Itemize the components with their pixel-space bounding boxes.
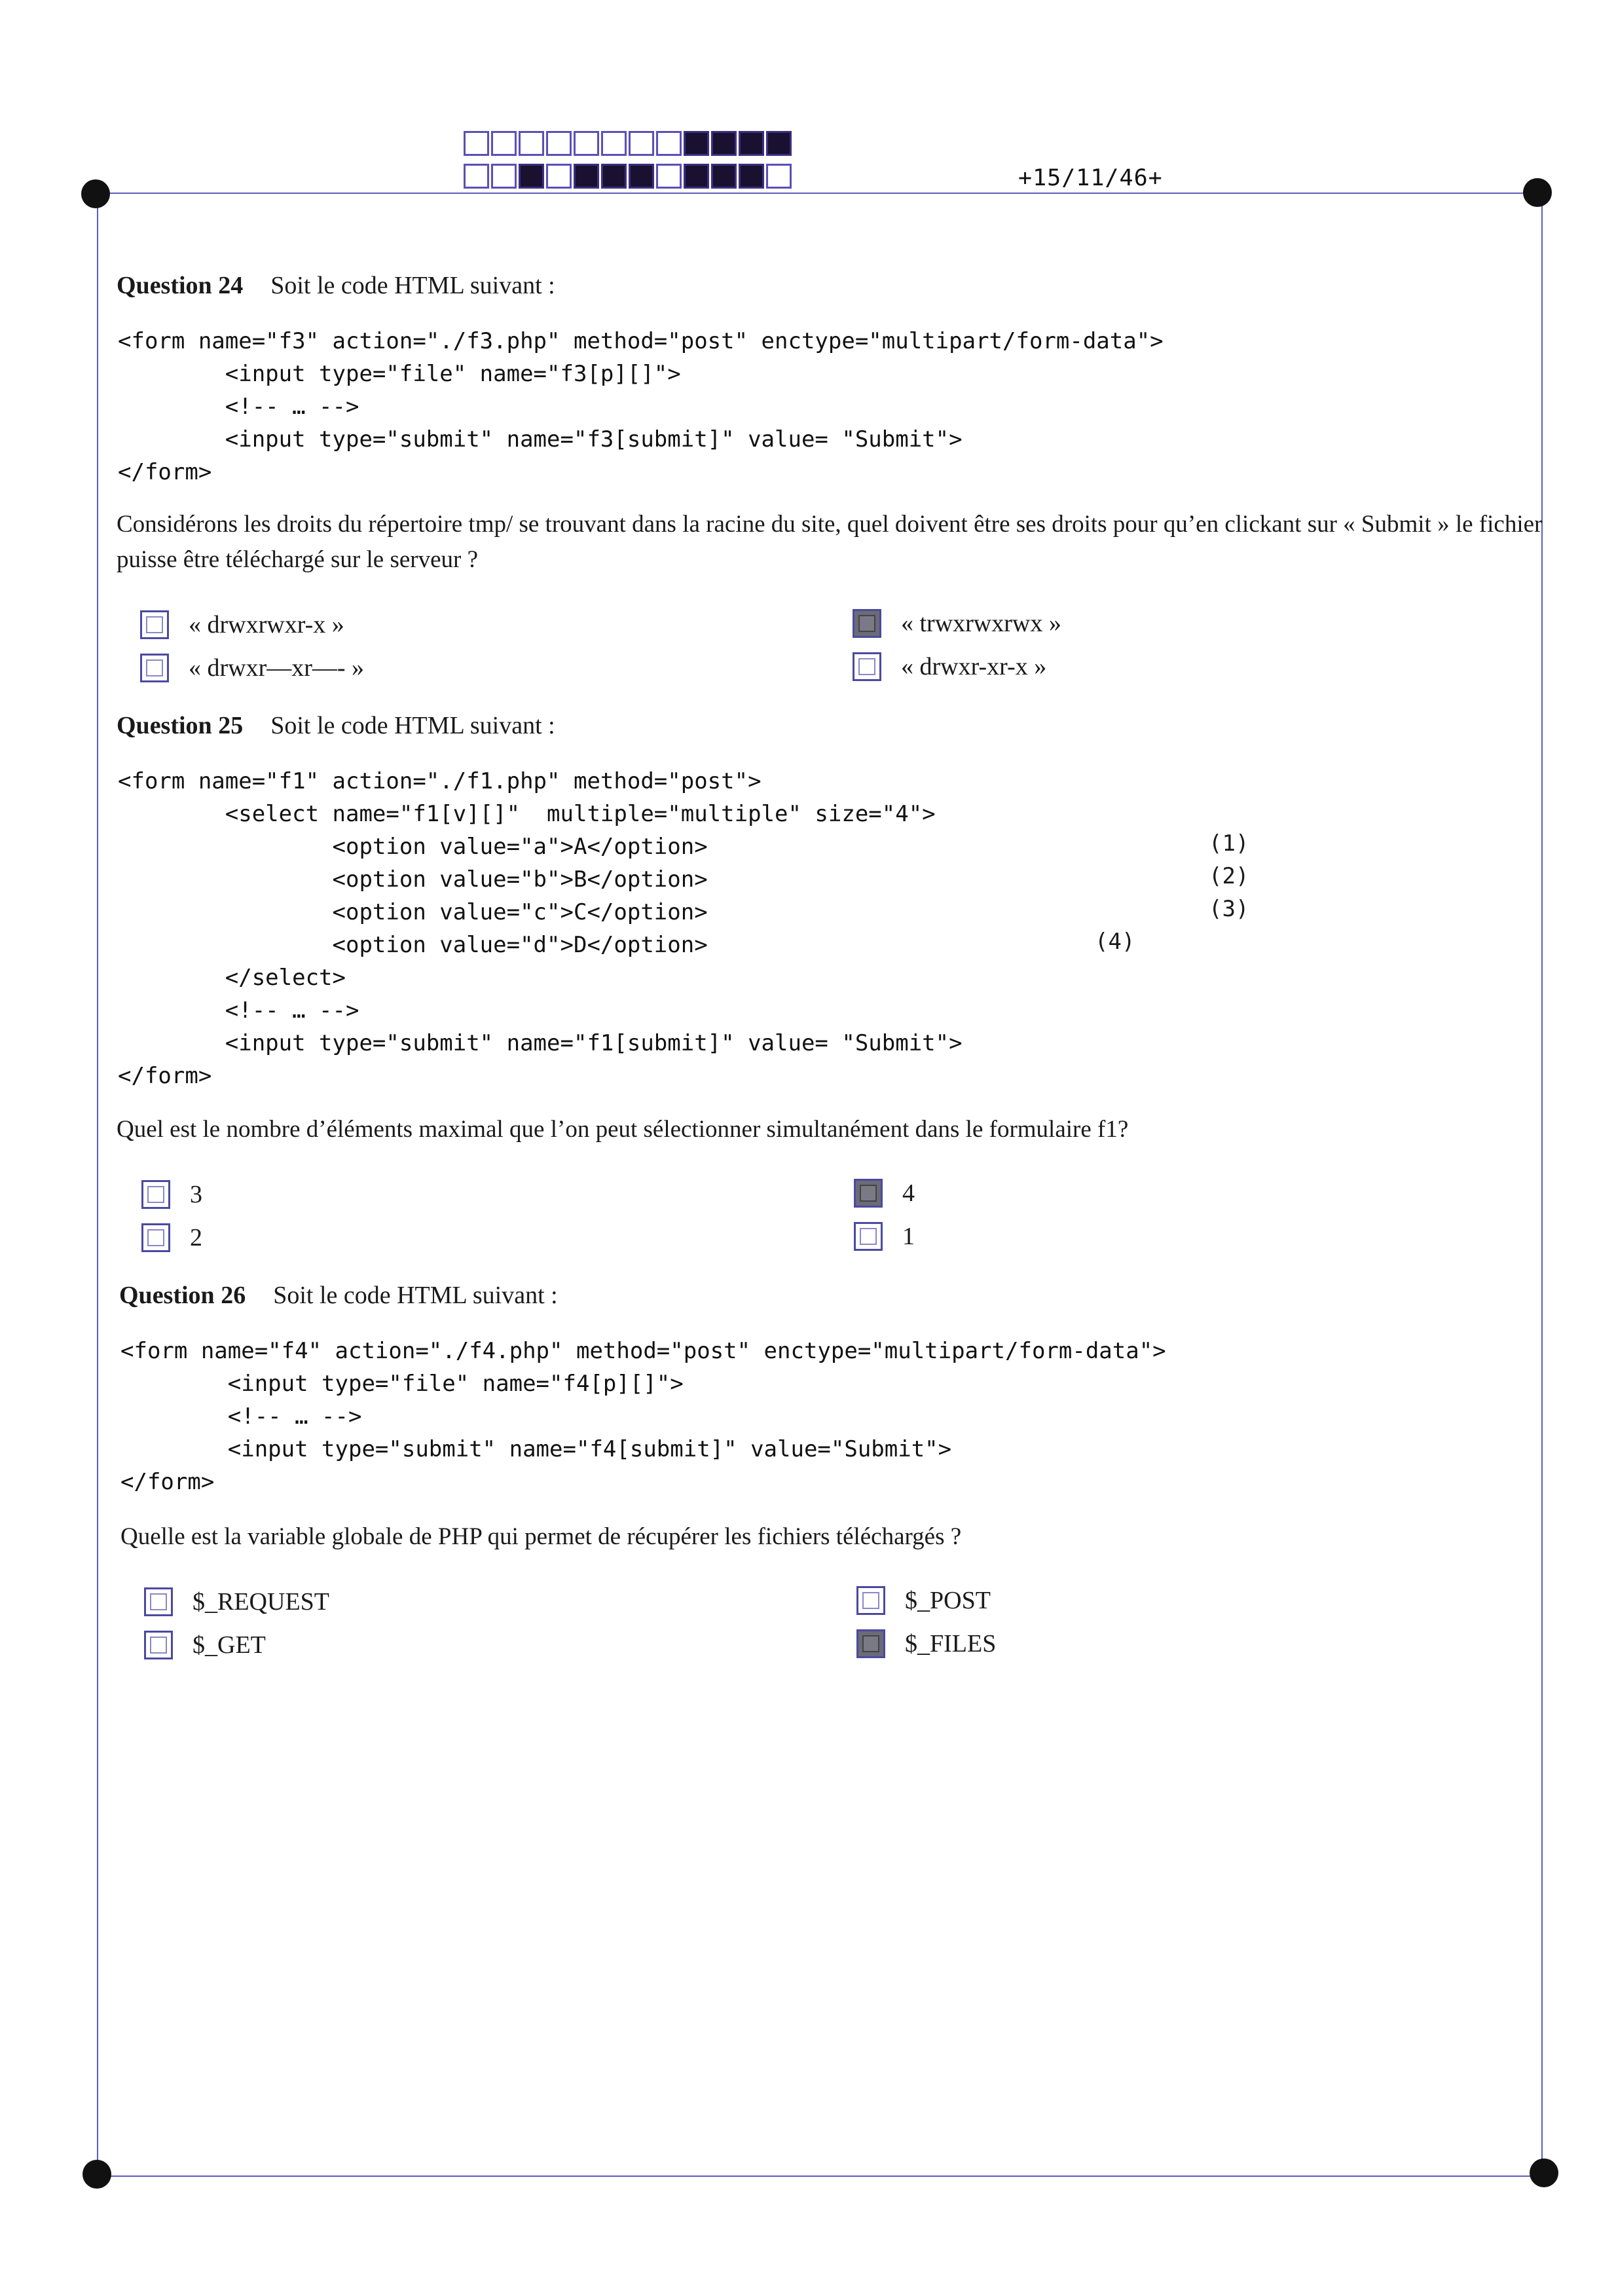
- frame-bottom-line: [97, 2176, 1545, 2177]
- question-24-choice-2[interactable]: [140, 654, 364, 682]
- empty-code-box: [766, 164, 792, 189]
- corner-marker-top-right: [1523, 178, 1552, 207]
- frame-top-line: [97, 193, 1537, 194]
- choice-label: $_GET: [193, 1631, 266, 1659]
- checkbox-icon[interactable]: [141, 1180, 170, 1209]
- filled-code-box: [766, 131, 792, 156]
- empty-code-box: [491, 164, 517, 189]
- corner-marker-bottom-left: [83, 2160, 111, 2189]
- question-26-number: Question 26: [119, 1282, 246, 1309]
- empty-code-box: [546, 131, 572, 156]
- page-code: +15/11/46+: [1018, 165, 1163, 191]
- empty-code-box: [464, 131, 489, 156]
- question-26-text: Quelle est la variable globale de PHP qui permet de récupérer les fichiers téléchargés ?: [120, 1523, 962, 1550]
- choice-label: 1: [902, 1223, 915, 1250]
- checkbox-icon[interactable]: [140, 610, 169, 639]
- question-24-choice-1[interactable]: [140, 610, 344, 639]
- empty-code-box: [629, 131, 654, 156]
- question-26-choice-4[interactable]: [856, 1629, 996, 1658]
- id-code-boxes-row-2: [464, 164, 794, 189]
- line-label-4: (4): [1095, 929, 1135, 955]
- checked-checkbox-icon[interactable]: [853, 609, 881, 638]
- question-26-code: <form name="f4" action="./f4.php" method="post" enctype="multipart/form-data"> <input type="file" name="f4[p][]"> <!-- … --> <input type="submit" name="f4[submit]" value="Submit"> </form>: [120, 1338, 1166, 1495]
- question-26-intro: Soit le code HTML suivant :: [273, 1282, 558, 1309]
- filled-code-box: [739, 164, 764, 189]
- checkbox-icon[interactable]: [853, 652, 881, 681]
- question-25-text: Quel est le nombre d’éléments maximal que l’on peut sélectionner simultanément dans le formulaire f1?: [117, 1116, 1129, 1143]
- empty-code-box: [656, 164, 682, 189]
- checkbox-icon[interactable]: [856, 1586, 885, 1615]
- question-25-code: <form name="f1" action="./f1.php" method="post"> <select name="f1[v][]" multiple="multiple" size="4"> <option value="a">A</option> <option value="b">B</option> <option value="c">C</option> <option value="d">D</option> </select> <!-- … --> <input type="submit" name="f1[submit]" value= "Submit"> </form>: [118, 768, 963, 1089]
- question-25-choice-2[interactable]: [141, 1223, 202, 1252]
- filled-code-box: [739, 131, 764, 156]
- choice-label: $_REQUEST: [193, 1588, 329, 1616]
- checkbox-icon[interactable]: [854, 1222, 883, 1251]
- empty-code-box: [464, 164, 489, 189]
- line-label-1: (1): [1209, 830, 1249, 857]
- line-label-2: (2): [1209, 863, 1249, 889]
- question-26-choice-2[interactable]: [144, 1631, 266, 1659]
- question-26-title: [119, 1281, 558, 1310]
- choice-label: 4: [902, 1179, 915, 1207]
- filled-code-box: [684, 131, 709, 156]
- checkbox-icon[interactable]: [140, 654, 169, 682]
- question-24-choice-3[interactable]: [853, 609, 1061, 638]
- question-26-choice-1[interactable]: [144, 1587, 329, 1616]
- question-25-choice-3[interactable]: [854, 1179, 915, 1208]
- filled-code-box: [519, 164, 544, 189]
- question-26-choice-3[interactable]: [856, 1586, 991, 1615]
- choice-label: « drwxr—xr—- »: [189, 654, 365, 682]
- question-25-title: [117, 711, 555, 740]
- empty-code-box: [491, 131, 517, 156]
- empty-code-box: [546, 164, 572, 189]
- filled-code-box: [684, 164, 709, 189]
- question-24-title: [117, 271, 555, 300]
- choice-label: $_POST: [905, 1587, 991, 1614]
- empty-code-box: [601, 131, 627, 156]
- empty-code-box: [574, 131, 599, 156]
- choice-label: 2: [190, 1224, 202, 1251]
- checkbox-icon[interactable]: [144, 1587, 173, 1616]
- checked-checkbox-icon[interactable]: [856, 1629, 885, 1658]
- question-25-choice-4[interactable]: [854, 1222, 915, 1251]
- filled-code-box: [711, 164, 737, 189]
- choice-label: 3: [190, 1181, 202, 1208]
- choice-label: « drwxrwxr-x »: [189, 611, 344, 639]
- checkbox-icon[interactable]: [144, 1631, 173, 1659]
- question-24-text: Considérons les droits du répertoire tmp/ se trouvant dans la racine du site, quel doivent être ses droits pour qu’en clickant sur « Submit » le fichier puisse être téléchargé sur le serveur ?: [117, 511, 1543, 573]
- corner-marker-top-left: [81, 179, 110, 208]
- empty-code-box: [519, 131, 544, 156]
- filled-code-box: [601, 164, 627, 189]
- id-code-boxes-row-1: [464, 131, 794, 156]
- filled-code-box: [711, 131, 737, 156]
- choice-label: $_FILES: [905, 1630, 997, 1657]
- choice-label: « trwxrwxrwx »: [901, 610, 1061, 637]
- filled-code-box: [629, 164, 654, 189]
- checked-checkbox-icon[interactable]: [854, 1179, 883, 1208]
- frame-right-line: [1541, 193, 1543, 2177]
- question-24-choice-4[interactable]: [853, 652, 1046, 681]
- checkbox-icon[interactable]: [141, 1223, 170, 1252]
- question-25-choice-1[interactable]: [141, 1180, 202, 1209]
- empty-code-box: [656, 131, 682, 156]
- filled-code-box: [574, 164, 599, 189]
- line-label-3: (3): [1209, 896, 1249, 922]
- question-24-code: <form name="f3" action="./f3.php" method="post" enctype="multipart/form-data"> <input type="file" name="f3[p][]"> <!-- … --> <input type="submit" name="f3[submit]" value= "Submit"> </form>: [118, 328, 1164, 485]
- question-24-number: Question 24: [117, 272, 244, 299]
- frame-left-line: [97, 193, 98, 2177]
- question-25-intro: Soit le code HTML suivant :: [270, 712, 555, 739]
- question-25-number: Question 25: [117, 712, 244, 739]
- question-24-intro: Soit le code HTML suivant :: [270, 272, 555, 299]
- corner-marker-bottom-right: [1530, 2158, 1558, 2187]
- choice-label: « drwxr-xr-x »: [901, 653, 1047, 680]
